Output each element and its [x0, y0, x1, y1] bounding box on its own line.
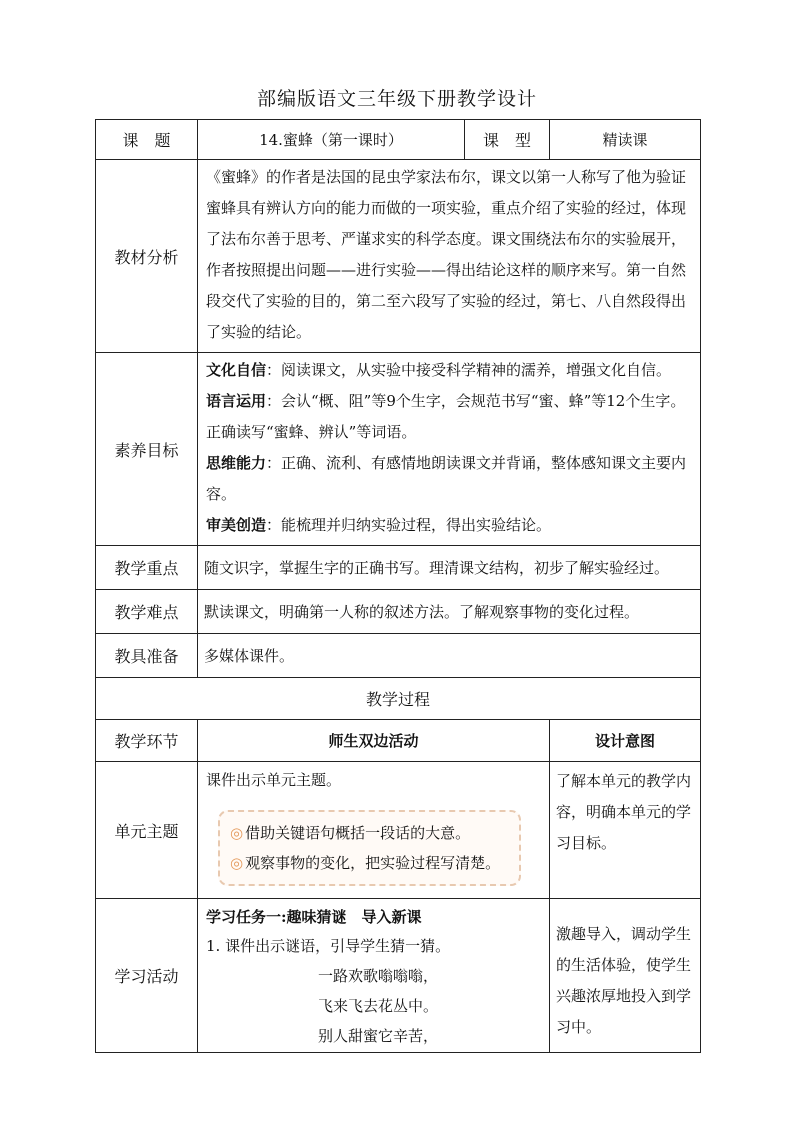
- label-goals: 素养目标: [96, 353, 198, 546]
- col-stage: 教学环节: [96, 720, 198, 762]
- learning-step: 1. 课件出示谜语，引导学生猜一猜。: [206, 937, 451, 955]
- riddle-line: 别人甜蜜它辛苦，: [318, 1027, 439, 1045]
- difficulties-text: 默读课文，明确第一人称的叙述方法。了解观察事物的变化过程。: [198, 590, 701, 634]
- row-difficulties: [96, 590, 701, 634]
- label-key-points: 教学重点: [96, 546, 198, 590]
- key-points-text: 随文识字，掌握生字的正确书写。理清课文结构，初步了解实验经过。: [198, 546, 701, 590]
- goal-item: 文化自信：阅读课文，从实验中接受科学精神的濡养，增强文化自信。: [206, 361, 672, 379]
- circle-bullet-icon: ◎: [230, 824, 244, 842]
- learning-intent: 激趣导入，调动学生的生活体验，使学生兴趣浓厚地投入到学习中。: [550, 899, 701, 1053]
- goal-item: 审美创造：能梳理并归纳实验过程，得出实验结论。: [206, 516, 552, 534]
- learning-task: 学习任务一:趣味猜谜 导入新课: [206, 908, 422, 926]
- row-materials: [96, 634, 701, 678]
- unit-theme-item: ◎ 借助关键语句概括一段话的大意。: [230, 824, 471, 842]
- unit-theme-content: [198, 762, 550, 899]
- row-goals: [96, 353, 701, 546]
- col-activity: 师生双边活动: [198, 720, 550, 762]
- row-topic: [96, 120, 701, 160]
- row-unit-theme: [96, 762, 701, 899]
- label-materials: 教具准备: [96, 634, 198, 678]
- label-analysis: 教材分析: [96, 160, 198, 353]
- goals-list: [198, 353, 701, 546]
- lesson-topic: 14.蜜蜂（第一课时）: [198, 120, 465, 160]
- learning-content: [198, 899, 550, 1053]
- goal-item: 语言运用：会认“概、阻”等9个生字，会规范书写“蜜、蜂”等12个生字。正确读写“蜜蜂、辨认”等词语。: [206, 392, 686, 441]
- row-key-points: [96, 546, 701, 590]
- lesson-plan-table: [95, 119, 701, 1053]
- row-analysis: [96, 160, 701, 353]
- analysis-text: 《蜜蜂》的作者是法国的昆虫学家法布尔，课文以第一人称写了他为验证蜜蜂具有辨认方向的能力而做的一项实验，重点介绍了实验的经过，体现了法布尔善于思考、严谨求实的科学态度。课文围绕法布尔的实验展开，作者按照提出问题——进行实验——得出结论这样的顺序来写。第一自然段交代了实验的目的，第二至六段写了实验的经过，第七、八自然段得出了实验的结论。: [198, 160, 701, 353]
- row-process-columns: [96, 720, 701, 762]
- label-topic: 课 题: [96, 120, 198, 160]
- unit-theme-box: [218, 810, 521, 886]
- materials-text: 多媒体课件。: [198, 634, 701, 678]
- unit-theme-intro: 课件出示单元主题。: [206, 771, 342, 789]
- unit-theme-item: ◎ 观察事物的变化，把实验过程写清楚。: [230, 854, 501, 872]
- process-heading: 教学过程: [96, 678, 701, 720]
- lesson-type: 精读课: [550, 120, 701, 160]
- riddle-line: 飞来飞去花丛中。: [318, 997, 439, 1015]
- unit-theme-intent: 了解本单元的教学内容，明确本单元的学习目标。: [550, 762, 701, 899]
- label-type: 课 型: [465, 120, 550, 160]
- row-process-heading: [96, 678, 701, 720]
- label-unit-theme: 单元主题: [96, 762, 198, 899]
- label-difficulties: 教学难点: [96, 590, 198, 634]
- row-learning: [96, 899, 701, 1053]
- circle-bullet-icon: ◎: [230, 854, 244, 872]
- goal-item: 思维能力：正确、流利、有感情地朗读课文并背诵，整体感知课文主要内容。: [206, 454, 687, 503]
- label-learning: 学习活动: [96, 899, 198, 1053]
- riddle-line: 一路欢歌嗡嗡嗡，: [318, 967, 439, 985]
- col-intent: 设计意图: [550, 720, 701, 762]
- document-title: 部编版语文三年级下册教学设计: [256, 88, 537, 110]
